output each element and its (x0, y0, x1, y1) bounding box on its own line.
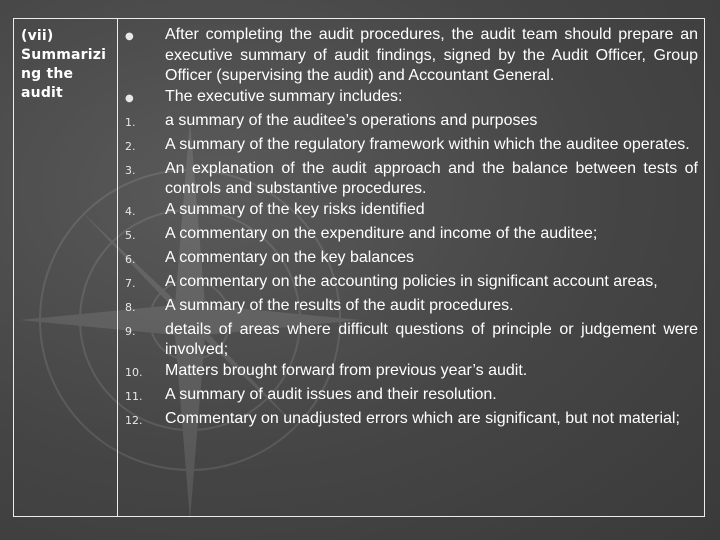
item-text: A summary of the results of the audit procedures. (165, 296, 514, 314)
item-number: 11. (125, 389, 143, 403)
item-text: A commentary on the accounting policies in significant account areas, (165, 272, 658, 290)
list-item (118, 248, 698, 272)
item-number: 8. (125, 300, 136, 314)
list-item (118, 361, 698, 385)
item-text: A commentary on the expenditure and income of the auditee; (165, 224, 598, 242)
list-item (118, 296, 698, 320)
item-number: 10. (125, 365, 143, 379)
list-item (118, 135, 698, 159)
item-text: A summary of audit issues and their resolution. (165, 385, 497, 403)
item-text: Matters brought forward from previous year’s audit. (165, 361, 528, 379)
list-item (118, 272, 698, 296)
content-list (118, 25, 698, 433)
list-item (118, 224, 698, 248)
list-item (118, 409, 698, 433)
list-item (118, 320, 698, 361)
item-number: 5. (125, 228, 136, 242)
item-number: 12. (125, 413, 143, 427)
section-heading: (vii) Summarizi ng the audit (21, 28, 107, 101)
item-text: a summary of the auditee’s operations and purposes (165, 111, 538, 129)
bullet-icon: ● (125, 92, 134, 104)
item-text: A summary of the key risks identified (165, 200, 425, 218)
item-number: 3. (125, 163, 136, 177)
item-number: 7. (125, 276, 136, 290)
content-table (13, 18, 705, 517)
list-item (118, 111, 698, 135)
item-number: 9. (125, 324, 136, 338)
item-text: An explanation of the audit approach and the balance between tests of controls and substantive procedures. (165, 159, 698, 197)
list-item (118, 159, 698, 200)
item-text: Commentary on unadjusted errors which are significant, but not material; (165, 409, 680, 427)
list-item (118, 87, 698, 111)
item-text: A commentary on the key balances (165, 248, 415, 266)
item-number: 6. (125, 252, 136, 266)
bullet-icon: ● (125, 31, 134, 42)
item-number: 4. (125, 204, 136, 218)
item-number: 2. (125, 139, 136, 153)
list-item (118, 25, 698, 87)
intro-paragraph: After completing the audit procedures, the audit team should prepare an executive summary of audit findings, signed by the Audit Officer, Group Officer (supervising the audit) and Accountant General. (165, 26, 698, 84)
item-number: 1. (125, 115, 136, 129)
intro-paragraph: The executive summary includes: (165, 87, 403, 105)
item-text: details of areas where difficult questions of principle or judgement were involved; (165, 320, 698, 358)
item-text: A summary of the regulatory framework within which the auditee operates. (165, 135, 690, 153)
list-item (118, 385, 698, 409)
list-item (118, 200, 698, 224)
